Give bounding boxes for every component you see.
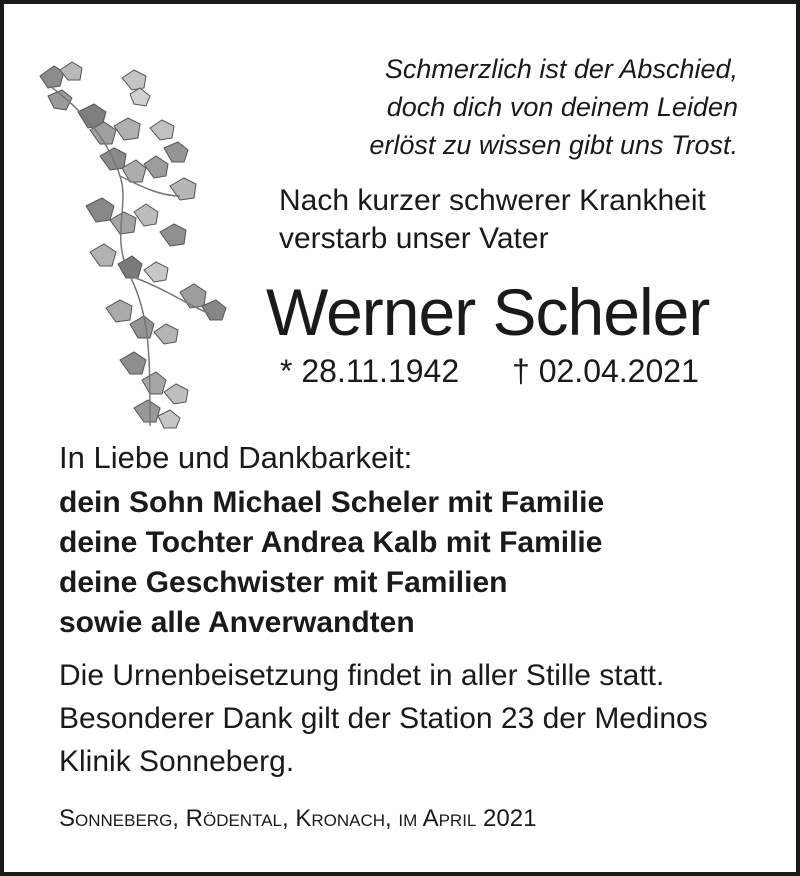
life-dates [280, 349, 750, 393]
notice-line: Besonderer Dank gilt der Station 23 der Medinos [59, 702, 708, 735]
thanks-heading: In Liebe und Dankbarkeit: [59, 440, 413, 475]
quote-line: doch dich von deinem Leiden [386, 92, 738, 122]
intro-line: Nach kurzer schwerer Krankheit [279, 184, 706, 217]
mourners-list [59, 483, 779, 643]
deceased-name: Werner Scheler [266, 275, 710, 349]
quote-line: erlöst zu wissen gibt uns Trost. [369, 130, 738, 160]
place-and-date: Sonneberg, Rödental, Kronach, im April 2021 [59, 805, 537, 832]
notice-line: Die Urnenbeisetzung findet in aller Stille statt. [59, 659, 665, 692]
ivy-vine-icon [30, 56, 242, 436]
mourner-entry: deine Geschwister mit Familien [59, 566, 508, 599]
quote [318, 50, 738, 164]
announcement-intro [279, 182, 759, 258]
quote-line: Schmerzlich ist der Abschied, [384, 54, 738, 84]
birth-date: * 28.11.1942 [280, 353, 460, 389]
funeral-notice [59, 654, 779, 783]
intro-line: verstarb unser Vater [279, 222, 549, 255]
mourner-entry: sowie alle Anverwandten [59, 606, 415, 639]
mourner-entry: dein Sohn Michael Scheler mit Familie [59, 486, 605, 519]
death-date: † 02.04.2021 [512, 353, 699, 389]
mourner-entry: deine Tochter Andrea Kalb mit Familie [59, 526, 603, 559]
notice-line: Klinik Sonneberg. [59, 745, 295, 778]
